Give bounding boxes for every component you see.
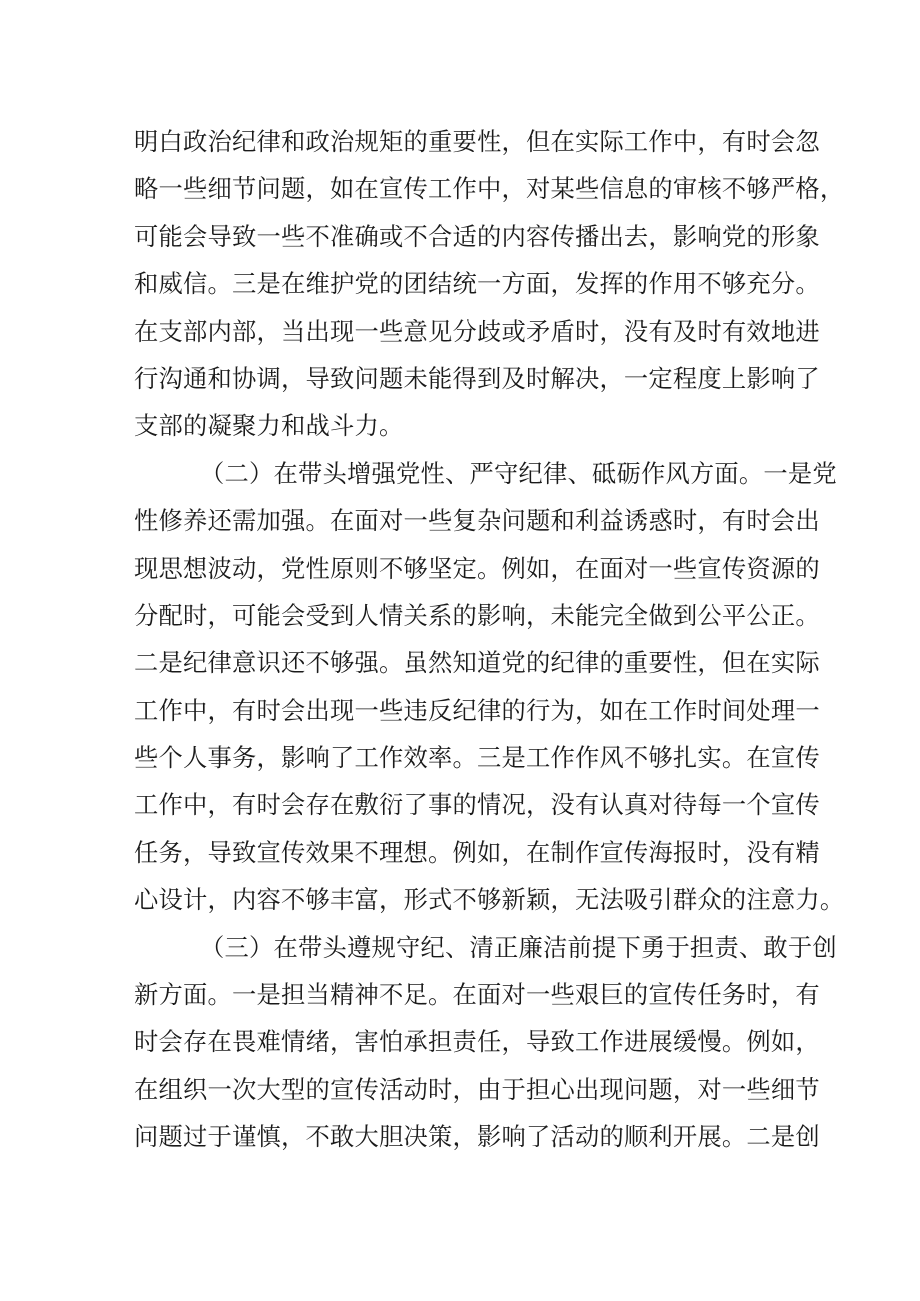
text-line: 分配时，可能会受到人情关系的影响，未能完全做到公平公正。 — [134, 600, 820, 630]
text-line: 任务，导致宣传效果不理想。例如，在制作宣传海报时，没有精 — [134, 837, 820, 867]
text-line: 支部的凝聚力和战斗力。 — [134, 411, 404, 441]
text-line: 现思想波动，党性原则不够坚定。例如，在面对一些宣传资源的 — [134, 553, 820, 583]
text-line: 时会存在畏难情绪，害怕承担责任，导致工作进展缓慢。例如， — [134, 1027, 820, 1057]
text-line: 工作中，有时会出现一些违反纪律的行为，如在工作时间处理一 — [134, 695, 820, 725]
text-line: 行沟通和协调，导致问题未能得到及时解决，一定程度上影响了 — [134, 363, 820, 393]
text-line: 在组织一次大型的宣传活动时，由于担心出现问题，对一些细节 — [134, 1074, 820, 1104]
document-body — [134, 118, 845, 1161]
text-line: 新方面。一是担当精神不足。在面对一些艰巨的宣传任务时，有 — [134, 980, 820, 1010]
text-line: 可能会导致一些不准确或不合适的内容传播出去，影响党的形象 — [134, 221, 820, 251]
text-line: 性修养还需加强。在面对一些复杂问题和利益诱惑时，有时会出 — [134, 506, 820, 536]
text-line: 略一些细节问题，如在宣传工作中，对某些信息的审核不够严格， — [134, 174, 845, 204]
text-line: 明白政治纪律和政治规矩的重要性，但在实际工作中，有时会忽 — [134, 127, 820, 156]
text-line: 些个人事务，影响了工作效率。三是工作作风不够扎实。在宣传 — [134, 743, 820, 773]
text-line: 心设计，内容不够丰富，形式不够新颖，无法吸引群众的注意力。 — [134, 885, 845, 915]
text-line: 在支部内部，当出现一些意见分歧或矛盾时，没有及时有效地进 — [134, 316, 820, 346]
text-line: 和威信。三是在维护党的团结统一方面，发挥的作用不够充分。 — [134, 269, 820, 299]
text-line: 问题过于谨慎，不敢大胆决策，影响了活动的顺利开展。二是创 — [134, 1122, 820, 1152]
section-heading-line: （二）在带头增强党性、严守纪律、砥砺作风方面。一是党 — [200, 458, 837, 488]
text-line: 工作中，有时会存在敷衍了事的情况，没有认真对待每一个宣传 — [134, 790, 820, 820]
section-heading-line: （三）在带头遵规守纪、清正廉洁前提下勇于担责、敢于创 — [200, 932, 837, 962]
text-line: 二是纪律意识还不够强。虽然知道党的纪律的重要性，但在实际 — [134, 648, 820, 678]
